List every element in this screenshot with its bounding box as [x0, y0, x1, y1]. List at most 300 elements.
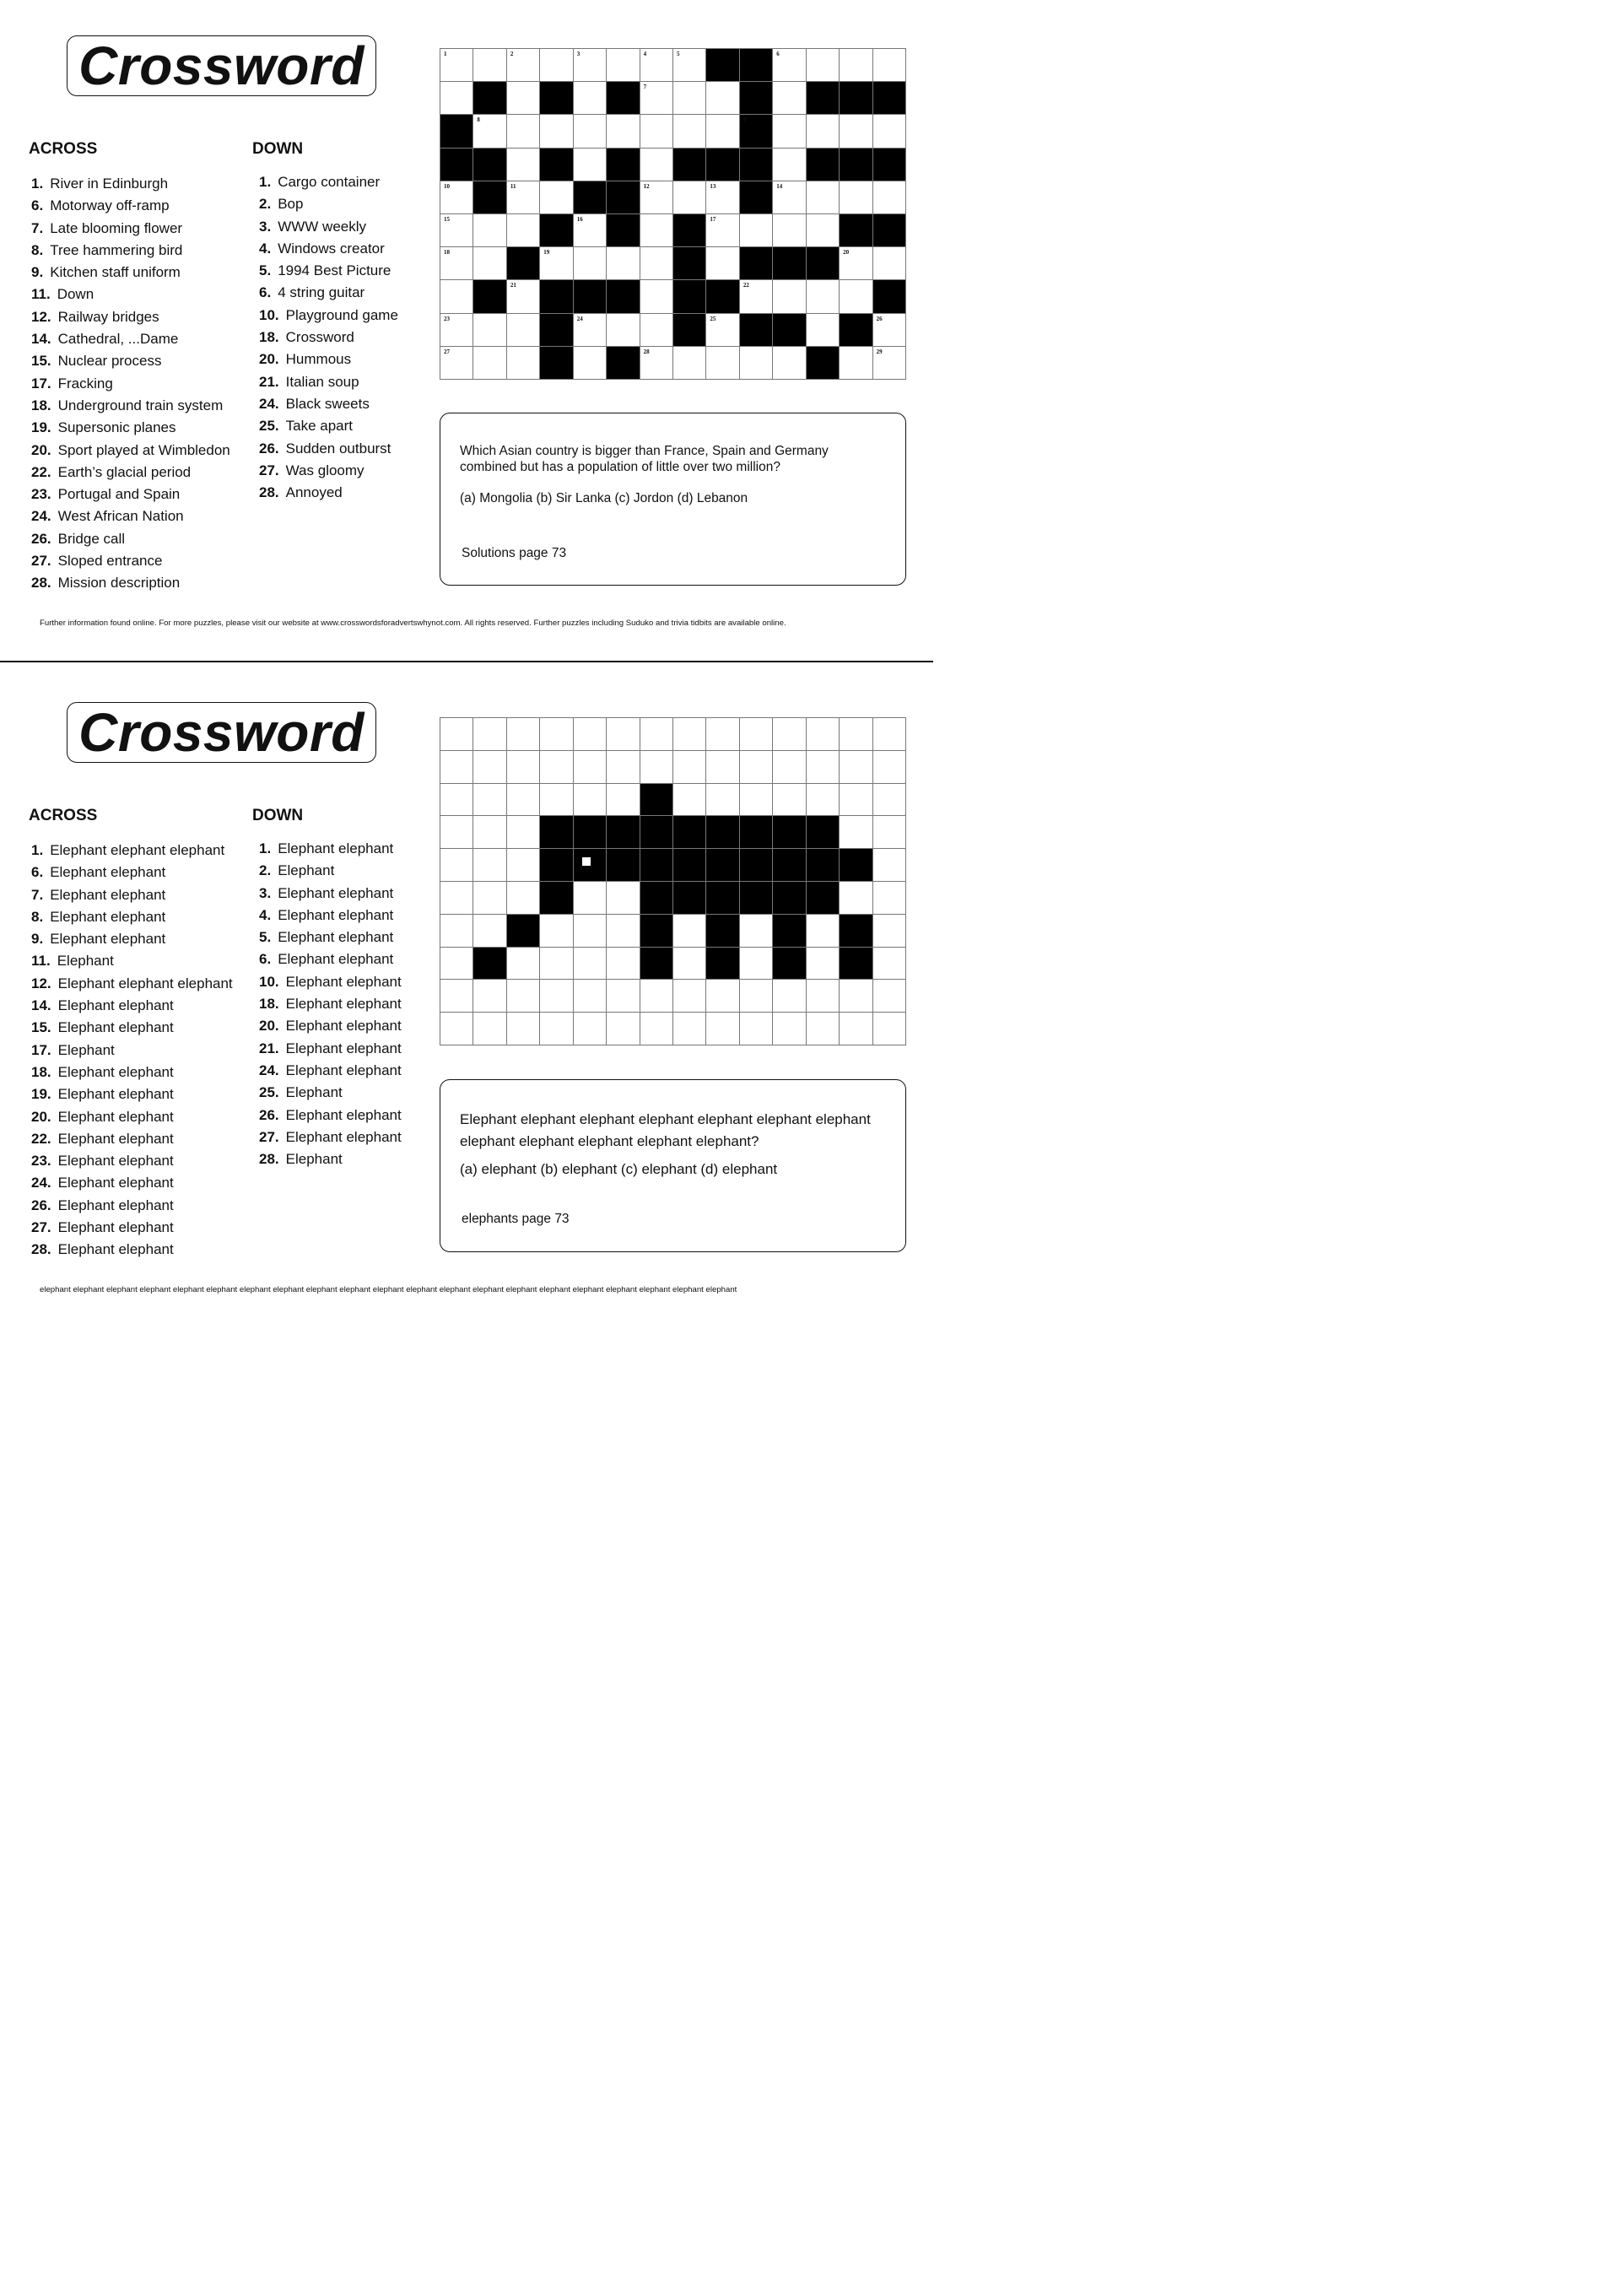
grid-cell[interactable] — [873, 181, 906, 214]
grid-block — [673, 314, 706, 347]
grid-cell[interactable] — [440, 816, 473, 849]
grid-cell[interactable] — [440, 718, 473, 751]
grid-block — [706, 149, 739, 181]
grid-block — [673, 149, 706, 181]
clue-item — [259, 415, 398, 437]
grid-cell[interactable] — [640, 347, 673, 380]
grid-cell[interactable] — [574, 214, 607, 247]
grid-cell[interactable] — [740, 718, 773, 751]
grid-cell[interactable] — [706, 214, 739, 247]
title-box — [67, 35, 376, 96]
cell-number: 21 — [510, 282, 516, 289]
grid-cell[interactable] — [873, 784, 906, 817]
grid-cell[interactable] — [873, 915, 906, 948]
clue-item — [31, 550, 230, 572]
grid-cell[interactable] — [807, 49, 840, 82]
grid-cell[interactable] — [807, 718, 840, 751]
grid-cell[interactable] — [540, 247, 573, 280]
grid-block — [873, 214, 906, 247]
grid-cell[interactable] — [440, 49, 473, 82]
clue-number: 26. — [31, 530, 51, 547]
title-box — [67, 702, 376, 763]
grid-cell[interactable] — [706, 784, 739, 817]
grid-cell[interactable] — [840, 751, 872, 784]
grid-cell[interactable] — [773, 49, 806, 82]
grid-cell[interactable] — [607, 751, 640, 784]
clue-number: 27. — [259, 462, 279, 478]
grid-cell[interactable] — [574, 718, 607, 751]
grid-block — [873, 280, 906, 313]
grid-cell[interactable] — [607, 915, 640, 948]
grid-cell[interactable] — [706, 181, 739, 214]
grid-block — [840, 849, 872, 882]
grid-cell[interactable] — [540, 115, 573, 148]
grid-cell[interactable] — [673, 718, 706, 751]
cell-number: 11 — [510, 182, 516, 190]
clue-text: Elephant elephant elephant — [57, 975, 233, 991]
grid-block — [673, 280, 706, 313]
grid-cell[interactable] — [473, 816, 506, 849]
grid-cell[interactable] — [740, 784, 773, 817]
grid-cell[interactable] — [574, 149, 607, 181]
grid-cell[interactable] — [807, 214, 840, 247]
grid-cell[interactable] — [440, 181, 473, 214]
grid-cell[interactable] — [473, 980, 506, 1013]
solutions-note: elephants page 73 — [462, 1212, 570, 1226]
grid-cell[interactable] — [640, 980, 673, 1013]
grid-cell[interactable] — [840, 280, 872, 313]
clue-item — [259, 838, 402, 860]
grid-cell[interactable] — [473, 718, 506, 751]
grid-block — [607, 214, 640, 247]
grid-cell[interactable] — [640, 149, 673, 181]
clue-item — [31, 1017, 233, 1039]
clue-text: Elephant elephant — [278, 906, 394, 923]
grid-cell[interactable] — [673, 1013, 706, 1045]
clue-text: Elephant — [285, 1151, 343, 1168]
grid-cell[interactable] — [607, 247, 640, 280]
grid-cell[interactable] — [840, 718, 872, 751]
grid-cell[interactable] — [440, 849, 473, 882]
grid-cell[interactable] — [507, 784, 540, 817]
page-title: Crossword — [78, 702, 364, 763]
grid-cell[interactable] — [507, 751, 540, 784]
clue-item — [259, 216, 398, 238]
grid-cell[interactable] — [873, 1013, 906, 1045]
clue-item — [31, 884, 233, 906]
clue-item — [31, 284, 230, 305]
grid-cell[interactable] — [440, 82, 473, 115]
clue-text: Elephant elephant — [57, 1019, 174, 1036]
cell-number: 7 — [643, 84, 647, 91]
grid-cell[interactable] — [706, 115, 739, 148]
cell-number: 28 — [643, 348, 650, 355]
grid-block — [706, 49, 739, 82]
clue-number: 11. — [31, 286, 51, 303]
grid-cell[interactable] — [673, 915, 706, 948]
grid-cell[interactable] — [740, 980, 773, 1013]
grid-cell[interactable] — [873, 816, 906, 849]
grid-cell[interactable] — [873, 718, 906, 751]
grid-block — [773, 948, 806, 981]
grid-cell[interactable] — [706, 82, 739, 115]
clue-item — [259, 327, 398, 348]
grid-cell[interactable] — [807, 784, 840, 817]
grid-cell[interactable] — [840, 816, 872, 849]
grid-cell[interactable] — [807, 751, 840, 784]
grid-block — [473, 948, 506, 981]
grid-cell[interactable] — [507, 980, 540, 1013]
clue-item — [259, 905, 402, 927]
clue-number: 26. — [259, 1106, 279, 1123]
grid-cell[interactable] — [773, 751, 806, 784]
grid-cell[interactable] — [640, 247, 673, 280]
grid-cell[interactable] — [740, 347, 773, 380]
clue-item — [31, 950, 233, 972]
grid-cell[interactable] — [873, 980, 906, 1013]
grid-cell[interactable] — [507, 849, 540, 882]
grid-cell[interactable] — [673, 347, 706, 380]
grid-cell[interactable] — [873, 347, 906, 380]
clue-number: 27. — [31, 1219, 51, 1236]
grid-cell[interactable] — [873, 849, 906, 882]
grid-cell[interactable] — [440, 214, 473, 247]
clue-text: Underground train system — [57, 397, 224, 413]
grid-cell[interactable] — [773, 214, 806, 247]
grid-cell[interactable] — [473, 347, 506, 380]
grid-cell[interactable] — [706, 347, 739, 380]
grid-cell[interactable] — [574, 948, 607, 981]
grid-cell[interactable] — [540, 980, 573, 1013]
cell-number: 18 — [444, 249, 450, 257]
grid-cell[interactable] — [706, 980, 739, 1013]
clue-text: Elephant elephant — [278, 951, 394, 968]
grid-cell[interactable] — [607, 115, 640, 148]
clue-number: 19. — [31, 419, 51, 436]
grid-cell[interactable] — [507, 347, 540, 380]
grid-cell[interactable] — [640, 49, 673, 82]
grid-cell[interactable] — [574, 247, 607, 280]
clue-number: 17. — [31, 1041, 51, 1058]
clue-number: 1. — [259, 840, 272, 856]
grid-cell[interactable] — [607, 49, 640, 82]
grid-cell[interactable] — [640, 1013, 673, 1045]
grid-cell[interactable] — [840, 1013, 872, 1045]
grid-cell[interactable] — [773, 347, 806, 380]
grid-cell[interactable] — [507, 314, 540, 347]
clue-item — [31, 484, 230, 505]
grid-cell[interactable] — [540, 181, 573, 214]
clue-item — [31, 973, 233, 995]
grid-block — [740, 314, 773, 347]
clue-text: Crossword — [285, 329, 354, 346]
grid-cell[interactable] — [574, 115, 607, 148]
grid-cell[interactable] — [840, 980, 872, 1013]
grid-block — [840, 149, 872, 181]
grid-cell[interactable] — [640, 280, 673, 313]
grid-cell[interactable] — [640, 314, 673, 347]
grid-block — [807, 882, 840, 915]
grid-cell[interactable] — [473, 882, 506, 915]
clue-item — [31, 528, 230, 550]
clue-item — [259, 1060, 402, 1082]
clue-number: 23. — [31, 1153, 51, 1170]
grid-cell[interactable] — [673, 181, 706, 214]
cell-number: 1 — [444, 51, 447, 57]
grid-cell[interactable] — [507, 82, 540, 115]
grid-cell[interactable] — [640, 214, 673, 247]
grid-cell[interactable] — [440, 882, 473, 915]
clue-text: Cargo container — [278, 174, 381, 190]
grid-cell[interactable] — [740, 280, 773, 313]
clue-number: 22. — [31, 1130, 51, 1147]
across-clue-list — [31, 840, 233, 1261]
clue-item — [259, 171, 398, 193]
clue-number: 22. — [31, 463, 51, 480]
grid-cell[interactable] — [807, 181, 840, 214]
grid-block — [574, 280, 607, 313]
clue-text: Elephant elephant — [57, 997, 174, 1014]
clue-number: 8. — [31, 241, 44, 258]
clue-text: Elephant — [278, 862, 335, 879]
grid-cell[interactable] — [507, 948, 540, 981]
grid-cell[interactable] — [540, 948, 573, 981]
grid-cell[interactable] — [673, 980, 706, 1013]
grid-cell[interactable] — [640, 82, 673, 115]
grid-cell[interactable] — [507, 816, 540, 849]
grid-cell[interactable] — [640, 751, 673, 784]
grid-cell[interactable] — [706, 1013, 739, 1045]
grid-cell[interactable] — [607, 1013, 640, 1045]
clue-number: 1. — [31, 176, 44, 192]
grid-cell[interactable] — [440, 347, 473, 380]
grid-cell[interactable] — [440, 280, 473, 313]
grid-cell[interactable] — [773, 980, 806, 1013]
elephant-pixel-grid — [440, 717, 906, 1045]
grid-cell[interactable] — [507, 115, 540, 148]
clue-item — [31, 1150, 233, 1172]
grid-cell[interactable] — [740, 1013, 773, 1045]
clue-text: Fracking — [57, 375, 113, 392]
grid-cell[interactable] — [773, 718, 806, 751]
clue-number: 24. — [31, 508, 51, 525]
grid-cell[interactable] — [673, 82, 706, 115]
clue-number: 20. — [31, 441, 51, 458]
grid-cell[interactable] — [807, 280, 840, 313]
grid-cell[interactable] — [807, 980, 840, 1013]
grid-cell[interactable] — [440, 1013, 473, 1045]
grid-cell[interactable] — [574, 915, 607, 948]
grid-cell[interactable] — [440, 980, 473, 1013]
grid-cell[interactable] — [740, 948, 773, 981]
grid-cell[interactable] — [840, 49, 872, 82]
grid-cell[interactable] — [473, 314, 506, 347]
grid-cell[interactable] — [574, 1013, 607, 1045]
clue-item — [31, 328, 230, 350]
grid-cell[interactable] — [540, 49, 573, 82]
grid-cell[interactable] — [607, 784, 640, 817]
grid-cell[interactable] — [507, 49, 540, 82]
grid-cell[interactable] — [807, 314, 840, 347]
grid-cell[interactable] — [440, 915, 473, 948]
grid-cell[interactable] — [740, 915, 773, 948]
grid-block — [740, 181, 773, 214]
grid-cell[interactable] — [773, 149, 806, 181]
grid-cell[interactable] — [807, 115, 840, 148]
grid-cell[interactable] — [807, 1013, 840, 1045]
grid-cell[interactable] — [473, 915, 506, 948]
grid-cell[interactable] — [640, 181, 673, 214]
grid-cell[interactable] — [673, 49, 706, 82]
grid-cell[interactable] — [574, 82, 607, 115]
grid-cell[interactable] — [540, 751, 573, 784]
grid-cell[interactable] — [673, 115, 706, 148]
grid-cell[interactable] — [440, 751, 473, 784]
grid-cell[interactable] — [673, 948, 706, 981]
grid-cell[interactable] — [507, 149, 540, 181]
clue-text: Elephant — [57, 1041, 115, 1058]
grid-cell[interactable] — [840, 347, 872, 380]
grid-cell[interactable] — [507, 718, 540, 751]
grid-cell[interactable] — [607, 314, 640, 347]
grid-cell[interactable] — [873, 49, 906, 82]
grid-cell[interactable] — [873, 115, 906, 148]
clue-item — [31, 262, 230, 284]
grid-cell[interactable] — [840, 247, 872, 280]
grid-cell[interactable] — [473, 49, 506, 82]
grid-cell[interactable] — [540, 784, 573, 817]
clue-text: Windows creator — [278, 240, 385, 257]
grid-cell[interactable] — [574, 784, 607, 817]
clue-text: Elephant elephant — [285, 1106, 402, 1123]
grid-cell[interactable] — [507, 181, 540, 214]
grid-cell[interactable] — [574, 980, 607, 1013]
grid-cell[interactable] — [473, 1013, 506, 1045]
grid-cell[interactable] — [507, 1013, 540, 1045]
grid-cell[interactable] — [873, 247, 906, 280]
clue-item — [259, 393, 398, 415]
grid-cell[interactable] — [574, 751, 607, 784]
grid-cell[interactable] — [440, 784, 473, 817]
grid-block — [740, 115, 773, 148]
grid-cell[interactable] — [507, 882, 540, 915]
grid-cell[interactable] — [473, 849, 506, 882]
grid-cell[interactable] — [807, 915, 840, 948]
grid-block — [873, 149, 906, 181]
grid-cell[interactable] — [840, 115, 872, 148]
grid-cell[interactable] — [873, 948, 906, 981]
grid-cell[interactable] — [706, 247, 739, 280]
grid-block — [440, 149, 473, 181]
grid-cell[interactable] — [807, 948, 840, 981]
grid-cell[interactable] — [740, 751, 773, 784]
grid-cell[interactable] — [574, 314, 607, 347]
grid-block — [706, 816, 739, 849]
grid-cell[interactable] — [607, 718, 640, 751]
grid-cell[interactable] — [440, 948, 473, 981]
grid-cell[interactable] — [473, 784, 506, 817]
grid-cell[interactable] — [840, 181, 872, 214]
grid-cell[interactable] — [640, 115, 673, 148]
clue-text: Elephant elephant — [50, 864, 166, 881]
grid-cell[interactable] — [740, 214, 773, 247]
grid-block — [574, 181, 607, 214]
clue-number: 21. — [259, 1040, 279, 1056]
clue-text: Supersonic planes — [57, 419, 176, 436]
grid-cell[interactable] — [540, 915, 573, 948]
grid-cell[interactable] — [673, 751, 706, 784]
grid-cell[interactable] — [706, 751, 739, 784]
grid-block — [773, 849, 806, 882]
clue-number: 7. — [31, 886, 44, 903]
grid-cell[interactable] — [873, 882, 906, 915]
clue-text: Kitchen staff uniform — [50, 264, 181, 281]
grid-block — [540, 149, 573, 181]
grid-block — [773, 314, 806, 347]
grid-cell[interactable] — [540, 1013, 573, 1045]
grid-cell[interactable] — [507, 214, 540, 247]
grid-cell[interactable] — [607, 980, 640, 1013]
clue-text: Elephant elephant elephant — [50, 842, 225, 858]
clue-text: Elephant elephant — [57, 1063, 174, 1080]
grid-cell[interactable] — [607, 948, 640, 981]
grid-cell[interactable] — [840, 784, 872, 817]
grid-cell[interactable] — [773, 115, 806, 148]
clue-item — [31, 395, 230, 417]
grid-cell[interactable] — [773, 784, 806, 817]
grid-cell[interactable] — [773, 82, 806, 115]
clue-number: 3. — [259, 884, 272, 901]
grid-cell[interactable] — [473, 115, 506, 148]
grid-cell[interactable] — [840, 882, 872, 915]
grid-cell[interactable] — [640, 718, 673, 751]
grid-block — [673, 214, 706, 247]
cell-number: 9 — [742, 116, 747, 124]
grid-cell[interactable] — [440, 247, 473, 280]
grid-cell[interactable] — [540, 718, 573, 751]
grid-cell[interactable] — [773, 181, 806, 214]
grid-cell[interactable] — [473, 214, 506, 247]
grid-cell[interactable] — [473, 247, 506, 280]
clue-text: Cathedral, ...Dame — [57, 331, 179, 348]
down-heading: DOWN — [252, 807, 304, 824]
clue-text: Late blooming flower — [50, 219, 183, 236]
grid-cell[interactable] — [873, 751, 906, 784]
clue-number: 14. — [31, 997, 51, 1014]
footer-note: elephant elephant elephant elephant elephant elephant elephant elephant elephant elephant elephant elephant elephant elephant elephant elephant elephant elephant elephant elephant elephant — [40, 1285, 737, 1294]
grid-cell[interactable] — [574, 882, 607, 915]
grid-cell[interactable] — [773, 1013, 806, 1045]
grid-cell[interactable] — [673, 784, 706, 817]
grid-cell[interactable] — [507, 280, 540, 313]
clue-item — [259, 482, 398, 504]
grid-cell[interactable] — [473, 751, 506, 784]
grid-cell[interactable] — [574, 49, 607, 82]
clue-item — [259, 971, 402, 993]
elephant-eye — [582, 857, 591, 866]
clue-number: 9. — [31, 264, 44, 281]
grid-cell[interactable] — [607, 882, 640, 915]
grid-cell[interactable] — [773, 280, 806, 313]
grid-cell[interactable] — [574, 347, 607, 380]
grid-cell[interactable] — [706, 718, 739, 751]
grid-cell[interactable] — [706, 314, 739, 347]
grid-block — [740, 82, 773, 115]
grid-block — [773, 882, 806, 915]
clue-number: 28. — [259, 1151, 279, 1168]
grid-cell[interactable] — [440, 314, 473, 347]
grid-cell[interactable] — [873, 314, 906, 347]
